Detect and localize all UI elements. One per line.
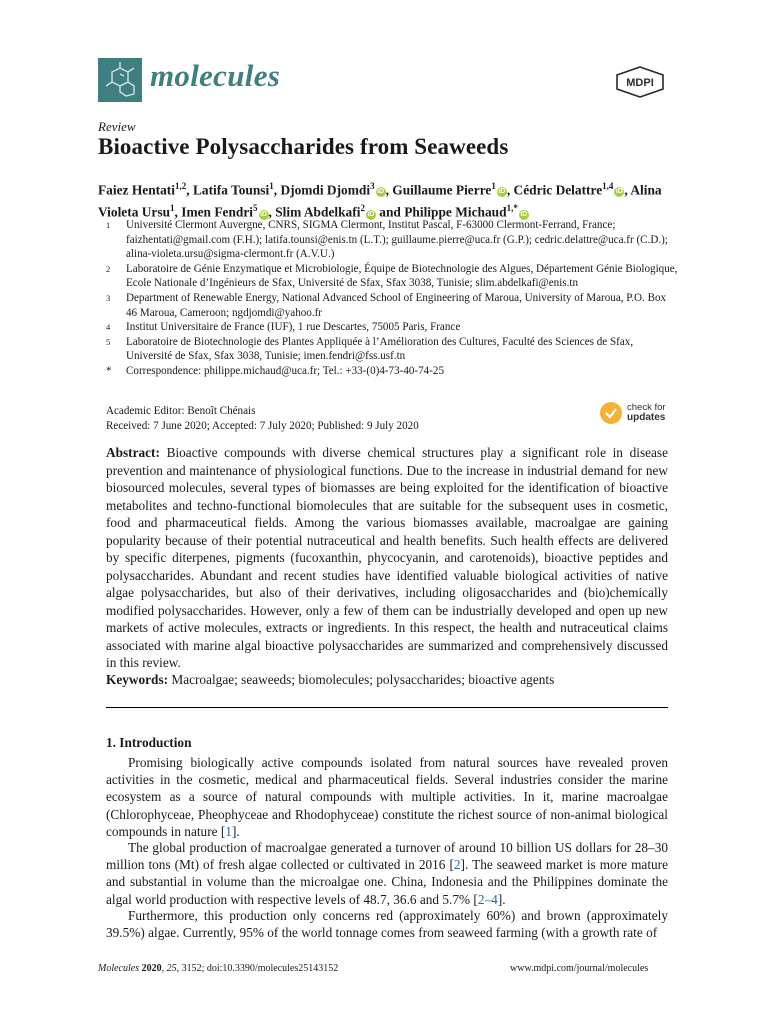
keywords (106, 672, 668, 688)
author-affiliation-sup: 1,4 (602, 181, 614, 191)
author-name: Djomdi Djomdi (280, 182, 371, 198)
affiliation-text: Laboratoire de Génie Enzymatique et Microbiologie, Équipe de Biotechnologie des Algues, Département Génie Biologique, Ecole Nationale d’Ingénieurs de Sfax, Université de Sfax, Sfax 3038, Tunisie; slim.abdelkafi@enis.tn (126, 262, 678, 290)
affiliation-item (98, 335, 678, 364)
affiliation-list (98, 218, 678, 379)
author-separator: , (174, 204, 182, 220)
affiliation-number: 2 (106, 263, 111, 274)
author-list (98, 177, 678, 222)
author-name: Faiez Hentati (98, 182, 175, 198)
abstract-label: Abstract: (106, 445, 160, 460)
affiliation-number: 3 (106, 292, 111, 303)
orcid-icon[interactable]: iD (615, 188, 623, 196)
orcid-icon[interactable]: iD (260, 210, 268, 218)
affiliation-text: Department of Renewable Energy, National Advanced School of Engineering of Maroua, University of Maroua, P.O. Box 46 Maroua, Cameroon; ngdjomdi@yahoo.fr (126, 291, 667, 319)
affiliation-item (98, 364, 678, 379)
orcid-icon[interactable]: iD (367, 210, 375, 218)
footer-url[interactable]: www.mdpi.com/journal/molecules (510, 963, 649, 974)
affiliation-item (98, 291, 678, 320)
affiliation-number: 5 (106, 336, 111, 347)
publication-dates: Received: 7 June 2020; Accepted: 7 July 2020; Published: 9 July 2020 (106, 420, 419, 432)
affiliation-item (98, 320, 678, 335)
author-name: Slim Abdelkafi (275, 204, 361, 220)
check-updates-line1: check for (627, 402, 666, 413)
academic-editor: Academic Editor: Benoît Chénais (106, 405, 256, 417)
intro-paragraph-2: The global production of macroalgae generated a turnover of around 10 billion US dollars for 28–30 million tons (Mt) of fresh algae collected or cultivated in 2016 [2]. The seaweed market is more mature and substantial in volume than the microalgae one. China, Indonesia and the Philippines dominate the algal world production with respective levels of 48.7, 36.6 and 5.7% [2–4]. (106, 840, 668, 907)
author-name: Imen Fendri (181, 204, 254, 220)
affiliation-item (98, 262, 678, 291)
affiliation-number: * (106, 364, 112, 377)
author-separator: , (506, 182, 514, 198)
check-updates-line2: updates (627, 412, 666, 423)
mdpi-logo-text: MDPI (626, 77, 654, 89)
author-affiliation-sup: 1,* (506, 203, 518, 214)
citation-link[interactable]: 1 (225, 823, 232, 839)
author-name: Philippe Michaud (404, 204, 507, 220)
abstract-text: Bioactive compounds with diverse chemical structures play a significant role in disease prevention and maintenance of physiological functions. Due to the increase in industrial demand for new biosourced molecules, several types of biomasses are being exploited for the identification of bioactive metabolites and techno-functional biomolecules that are suitable for the subsequent uses in cosmetic, food and pharmaceutical fields. Among the various biomasses available, macroalgae are gaining popularity because of their potential nutraceutical and health benefits. Such health effects are delivered by specific diterpenes, pigments (fucoxanthin, phycocyanin, and carotenoids), bioactive peptides and polysaccharides. Abundant and recent studies have identified valuable biological activities of native algae polysaccharides, but also of their derivatives, including oligosaccharides and (bio)chemically modified polysaccharides. However, only a few of them can be industrially developed and open up new markets of active molecules, extracts or ingredients. In this respect, the health and nutraceutical claims associated with marine algal bioactive polysaccharides are summarized and comprehensively discussed in this review. (106, 445, 669, 670)
author-affiliation-sup: 1 (170, 203, 175, 214)
author-affiliation-sup: 1,2 (174, 181, 187, 191)
mdpi-logo-icon (614, 66, 666, 98)
journal-logo-icon (98, 58, 142, 102)
article-title: Bioactive Polysaccharides from Seaweeds (98, 134, 509, 159)
affiliation-item (98, 218, 678, 262)
affiliation-text: Université Clermont Auvergne, CNRS, SIGMA Clermont, Institut Pascal, F-63000 Clermont-Ferrand, France; faizhentati@gmail.com (F.H.); latifa.tounsi@enis.tn (L.T.); guillaume.pierre@uca.fr (G.P.); cedric.delattre@uca.fr (C.D.); alina-violeta.ursu@sigma-clermont.fr (A.V.U.) (126, 219, 668, 261)
author-affiliation-sup: 1 (269, 181, 274, 191)
author-name: Cédric Delattre (513, 182, 603, 198)
author-separator: , (624, 182, 631, 198)
orcid-icon[interactable]: iD (520, 210, 528, 218)
author-separator: and (375, 204, 405, 220)
journal-name: molecules (150, 58, 281, 93)
orcid-icon[interactable]: iD (498, 188, 506, 196)
author-separator: , (273, 182, 281, 198)
citation-link[interactable]: 2–4 (477, 891, 498, 907)
affiliation-text: Institut Universitaire de France (IUF), 1 rue Descartes, 75005 Paris, France (126, 321, 461, 334)
article-type: Review (98, 119, 136, 134)
author-separator: , (385, 182, 393, 198)
keywords-label: Keywords: (106, 672, 169, 687)
check-updates-icon (600, 402, 622, 424)
section-heading-introduction: 1. Introduction (106, 735, 192, 750)
abstract (106, 444, 668, 672)
author-separator: , (186, 182, 193, 198)
author-affiliation-sup: 2 (360, 203, 365, 214)
affiliation-text: Correspondence: philippe.michaud@uca.fr; Tel.: +33-(0)4-73-40-74-25 (126, 364, 445, 377)
intro-paragraph-3: Furthermore, this production only concerns red (approximately 60%) and brown (approximately 39.5%) algae. Currently, 95% of the world tonnage comes from seaweed farming (with a growth rate of (106, 908, 668, 941)
intro-paragraph-1: Promising biologically active compounds isolated from natural sources have revealed proven activities in the cosmetic, medical and pharmaceutical fields. Several industries consider the marine ecosystem as a source of natural compounds with multiple activities. In it, marine macroalgae (Chlorophyceae, Pheophyceae and Rhodophyceae) constitute the richest source of non-animal biological compounds in nature [1]. (106, 755, 668, 839)
citation-link[interactable]: 2 (453, 857, 461, 873)
affiliation-number: 4 (106, 322, 111, 333)
author-affiliation-sup: 5 (253, 203, 258, 214)
affiliation-text: Laboratoire de Biotechnologie des Plantes Appliquée à l’Amélioration des Cultures, Faculté des Sciences de Sfax, Université de Sfax, Sfax 3038, Tunisie; imen.fendri@fss.usf.tn (126, 335, 634, 363)
author-affiliation-sup: 3 (370, 181, 375, 191)
author-name: Guillaume Pierre (392, 182, 492, 198)
author-name: Alina Violeta Ursu (98, 182, 662, 220)
author-name: Latifa Tounsi (192, 182, 270, 198)
footer-citation: Molecules 2020, 25, 3152; doi:10.3390/molecules25143152 (98, 963, 339, 974)
keywords-text: Macroalgae; seaweeds; biomolecules; polysaccharides; bioactive agents (171, 672, 555, 687)
section-divider (106, 707, 668, 708)
author-separator: , (268, 204, 276, 220)
check-for-updates-button[interactable] (600, 402, 680, 430)
orcid-icon[interactable]: iD (377, 188, 385, 196)
affiliation-number: 1 (106, 220, 111, 230)
author-affiliation-sup: 1 (491, 181, 496, 191)
